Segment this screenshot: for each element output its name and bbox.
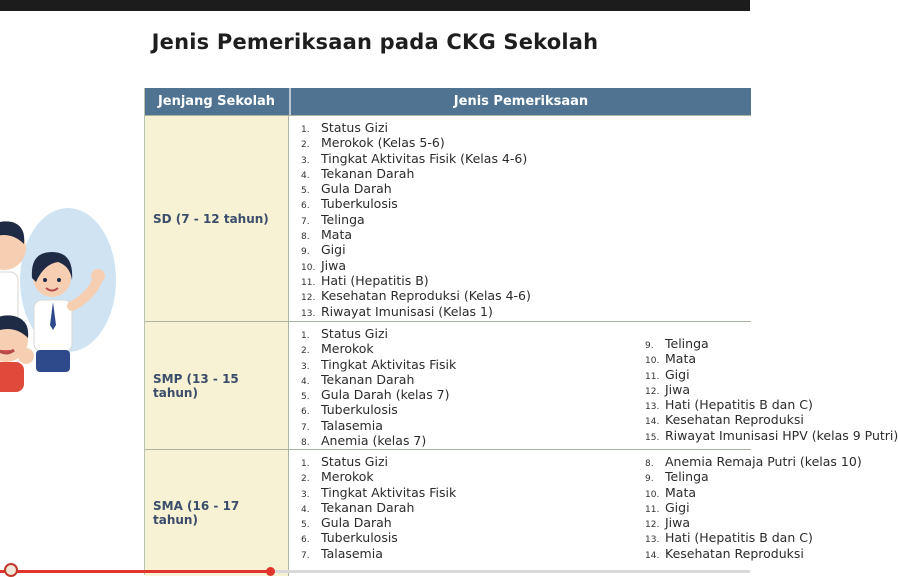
list-item: 10. Mata — [645, 484, 697, 500]
exam-list-left — [301, 454, 456, 561]
exams-cell — [289, 116, 751, 322]
list-item: 4. Tekanan Darah — [301, 165, 415, 181]
list-item: 10. Mata — [645, 351, 697, 367]
list-item: 11. Gigi — [645, 366, 690, 382]
progress-knob[interactable] — [266, 567, 275, 576]
list-item: 4. Tekanan Darah — [301, 499, 415, 515]
player-control-icon[interactable] — [4, 563, 18, 577]
list-item: 8. Anemia Remaja Putri (kelas 10) — [645, 454, 862, 469]
exam-list-right — [645, 454, 862, 561]
level-label: SMP (13 - 15 tahun) — [153, 372, 239, 400]
list-item: 3. Tingkat Aktivitas Fisik — [301, 356, 457, 372]
progress-fill — [0, 570, 270, 573]
list-item: 12. Kesehatan Reproduksi (Kelas 4-6) — [301, 288, 531, 304]
list-item: 11. Hati (Hepatitis B) — [301, 272, 429, 288]
list-item: 6. Tuberkulosis — [301, 530, 398, 546]
video-progress-bar[interactable] — [0, 567, 750, 575]
list-item: 13. Riwayat Imunisasi (Kelas 1) — [301, 303, 493, 319]
students-illustration-icon — [0, 200, 110, 390]
list-item: 9. Telinga — [645, 336, 709, 351]
list-item: 10. Jiwa — [301, 257, 347, 273]
level-cell — [145, 322, 289, 450]
list-item: 9. Gigi — [301, 242, 346, 258]
list-item: 1. Status Gizi — [301, 454, 388, 469]
examination-table — [144, 88, 898, 575]
list-item: 6. Tuberkulosis — [301, 196, 398, 212]
level-label: SMA (16 - 17 tahun) — [153, 499, 240, 527]
list-item: 1. Status Gizi — [301, 120, 388, 135]
list-item: 3. Tingkat Aktivitas Fisik — [301, 484, 457, 500]
level-cell — [145, 116, 289, 322]
table-header — [145, 88, 751, 115]
exam-list — [301, 120, 531, 319]
exams-cell — [289, 322, 898, 450]
list-item: 1. Status Gizi — [301, 326, 388, 341]
level-cell — [145, 450, 289, 576]
list-item: 3. Tingkat Aktivitas Fisik (Kelas 4-6) — [301, 150, 528, 166]
list-item: 7. Talasemia — [301, 545, 383, 561]
list-item: 13. Hati (Hepatitis B dan C) — [645, 397, 813, 413]
exam-list-left — [301, 326, 456, 448]
list-item: 12. Jiwa — [645, 381, 691, 397]
page-title: Jenis Pemeriksaan pada CKG Sekolah — [151, 30, 599, 54]
list-item: 5. Gula Darah — [301, 515, 392, 531]
list-item: 2. Merokok — [301, 341, 374, 357]
table-row-sd — [145, 115, 751, 322]
list-item: 6. Tuberkulosis — [301, 402, 398, 418]
list-item: 13. Hati (Hepatitis B dan C) — [645, 530, 813, 546]
level-label: SD (7 - 12 tahun) — [153, 212, 269, 226]
list-item: 4. Tekanan Darah — [301, 371, 415, 387]
list-item: 15. Riwayat Imunisasi HPV (kelas 9 Putri) — [645, 427, 898, 443]
exams-cell — [289, 450, 862, 576]
table-row-smp — [145, 321, 898, 450]
table-row-sma — [145, 449, 862, 576]
list-item: 9. Telinga — [645, 469, 709, 485]
list-item: 11. Gigi — [645, 499, 690, 515]
list-item: 8. Mata — [301, 227, 353, 243]
list-item: 14. Kesehatan Reproduksi — [645, 545, 804, 561]
list-item: 5. Gula Darah — [301, 181, 392, 197]
list-item: 7. Talasemia — [301, 417, 383, 433]
list-item: 12. Jiwa — [645, 515, 691, 531]
list-item: 2. Merokok (Kelas 5-6) — [301, 135, 445, 151]
list-item: 2. Merokok — [301, 469, 374, 485]
list-item: 7. Telinga — [301, 211, 365, 227]
list-item: 14. Kesehatan Reproduksi — [645, 412, 804, 428]
list-item: 8. Anemia (kelas 7) — [301, 433, 427, 449]
top-bar — [0, 0, 750, 11]
exam-list-right — [645, 336, 898, 443]
header-jenjang-sekolah: Jenjang Sekolah — [157, 94, 276, 109]
header-jenis-pemeriksaan: Jenis Pemeriksaan — [453, 94, 589, 109]
list-item: 5. Gula Darah (kelas 7) — [301, 387, 450, 403]
